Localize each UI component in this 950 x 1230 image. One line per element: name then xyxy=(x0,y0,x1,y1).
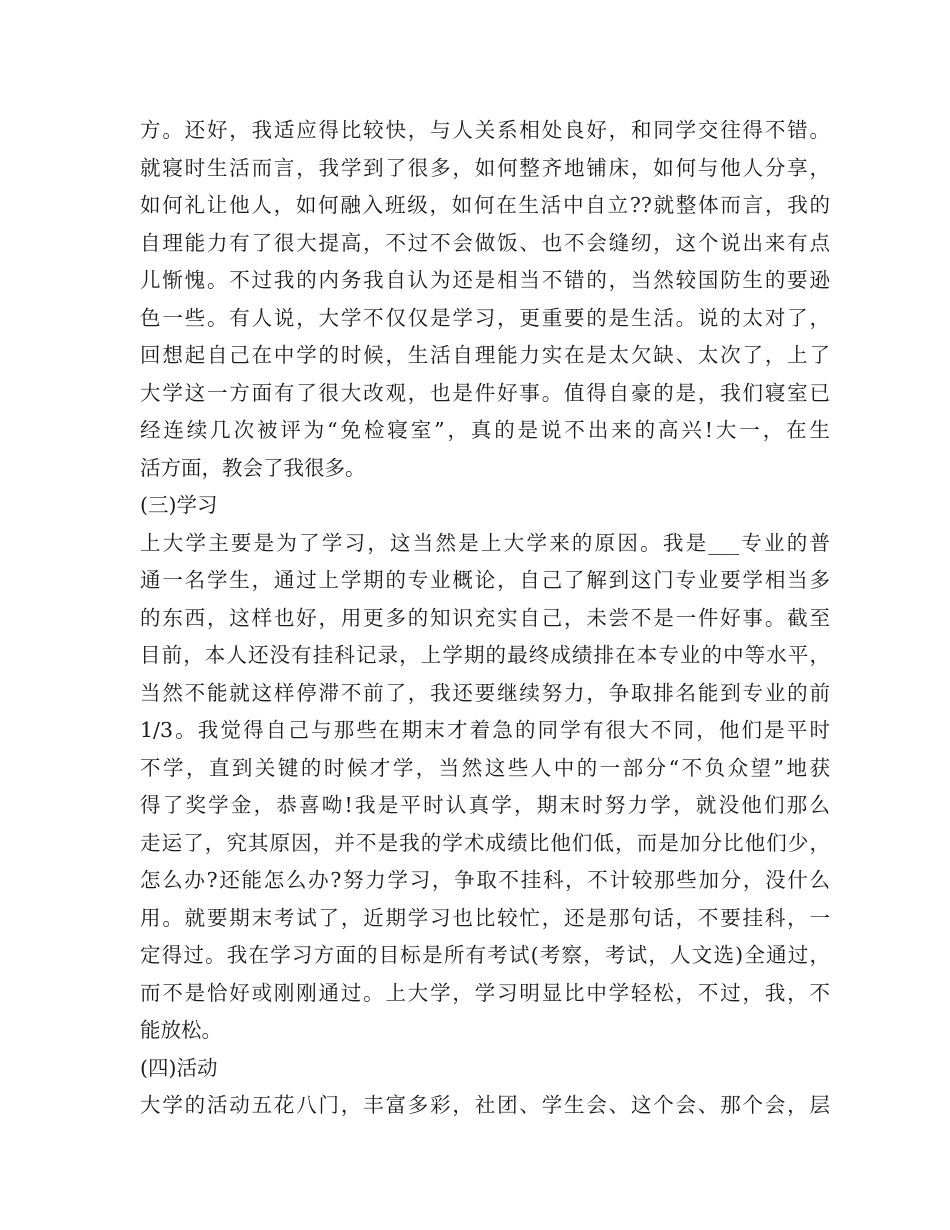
text-line: 而不是恰好或刚刚通过。上大学，学习明显比中学轻松，不过，我，不 xyxy=(140,980,830,1005)
text-line: 就寝时生活而言，我学到了很多，如何整齐地铺床，如何与他人分享， xyxy=(140,155,830,180)
text-line: 通一名学生，通过上学期的专业概论，自己了解到这门专业要学相当多 xyxy=(140,568,830,592)
text-line: 儿惭愧。不过我的内务我自认为还是相当不错的，当然较国防生的要逊 xyxy=(140,268,830,292)
text-line: 走运了，究其原因，并不是我的学术成绩比他们低，而是加分比他们少， xyxy=(140,830,830,855)
text-line: 能放松。 xyxy=(140,1018,222,1042)
paragraph-life xyxy=(140,112,830,487)
text-line: 回想起自己在中学的时候，生活自理能力实在是太欠缺、太次了，上了 xyxy=(140,343,830,367)
text-line: 自理能力有了很大提高，不过不会做饭、也不会缝纫，这个说出来有点 xyxy=(140,230,830,255)
text-line: 的东西，这样也好，用更多的知识充实自己，未尝不是一件好事。截至 xyxy=(140,605,830,630)
text-line: 定得过。我在学习方面的目标是所有考试(考察，考试，人文选)全通过， xyxy=(140,943,830,967)
paragraph-study xyxy=(140,525,830,1050)
text-line: 不学，直到关键的时候才学，当然这些人中的一部分“不负众望”地获 xyxy=(140,755,830,780)
text-line: 用。就要期末考试了，近期学习也比较忙，还是那句话，不要挂科，一 xyxy=(140,905,830,930)
text-line: 1/3。我觉得自己与那些在期末才着急的同学有很大不同，他们是平时 xyxy=(140,718,830,742)
paragraph-activities xyxy=(140,1087,830,1125)
text-line: 上大学主要是为了学习，这当然是上大学来的原因。我是___专业的普 xyxy=(140,530,830,555)
section-heading-study: (三)学习 xyxy=(140,493,218,517)
text-line: 色一些。有人说，大学不仅仅是学习，更重要的是生活。说的太对了， xyxy=(140,305,830,330)
text-line: 得了奖学金，恭喜呦!我是平时认真学，期末时努力学，就没他们那么 xyxy=(140,793,830,817)
text-line: 方。还好，我适应得比较快，与人关系相处良好，和同学交往得不错。 xyxy=(140,118,830,142)
text-line: 目前，本人还没有挂科记录，上学期的最终成绩排在本专业的中等水平， xyxy=(140,643,830,667)
document-body xyxy=(140,112,830,1125)
text-line: 如何礼让他人，如何融入班级，如何在生活中自立??就整体而言，我的 xyxy=(140,193,830,217)
text-line: 经连续几次被评为“免检寝室”，真的是说不出来的高兴!大一，在生 xyxy=(140,418,830,442)
section-heading-activities: (四)活动 xyxy=(140,1055,218,1080)
text-line: 怎么办?还能怎么办?努力学习，争取不挂科，不计较那些加分，没什么 xyxy=(140,868,830,892)
text-line: 大学的活动五花八门，丰富多彩，社团、学生会、这个会、那个会，层 xyxy=(140,1093,830,1117)
text-line: 活方面，教会了我很多。 xyxy=(140,455,366,480)
text-line: 大学这一方面有了很大改观，也是件好事。值得自豪的是，我们寝室已 xyxy=(140,380,830,405)
text-line: 当然不能就这样停滞不前了，我还要继续努力，争取排名能到专业的前 xyxy=(140,680,830,705)
